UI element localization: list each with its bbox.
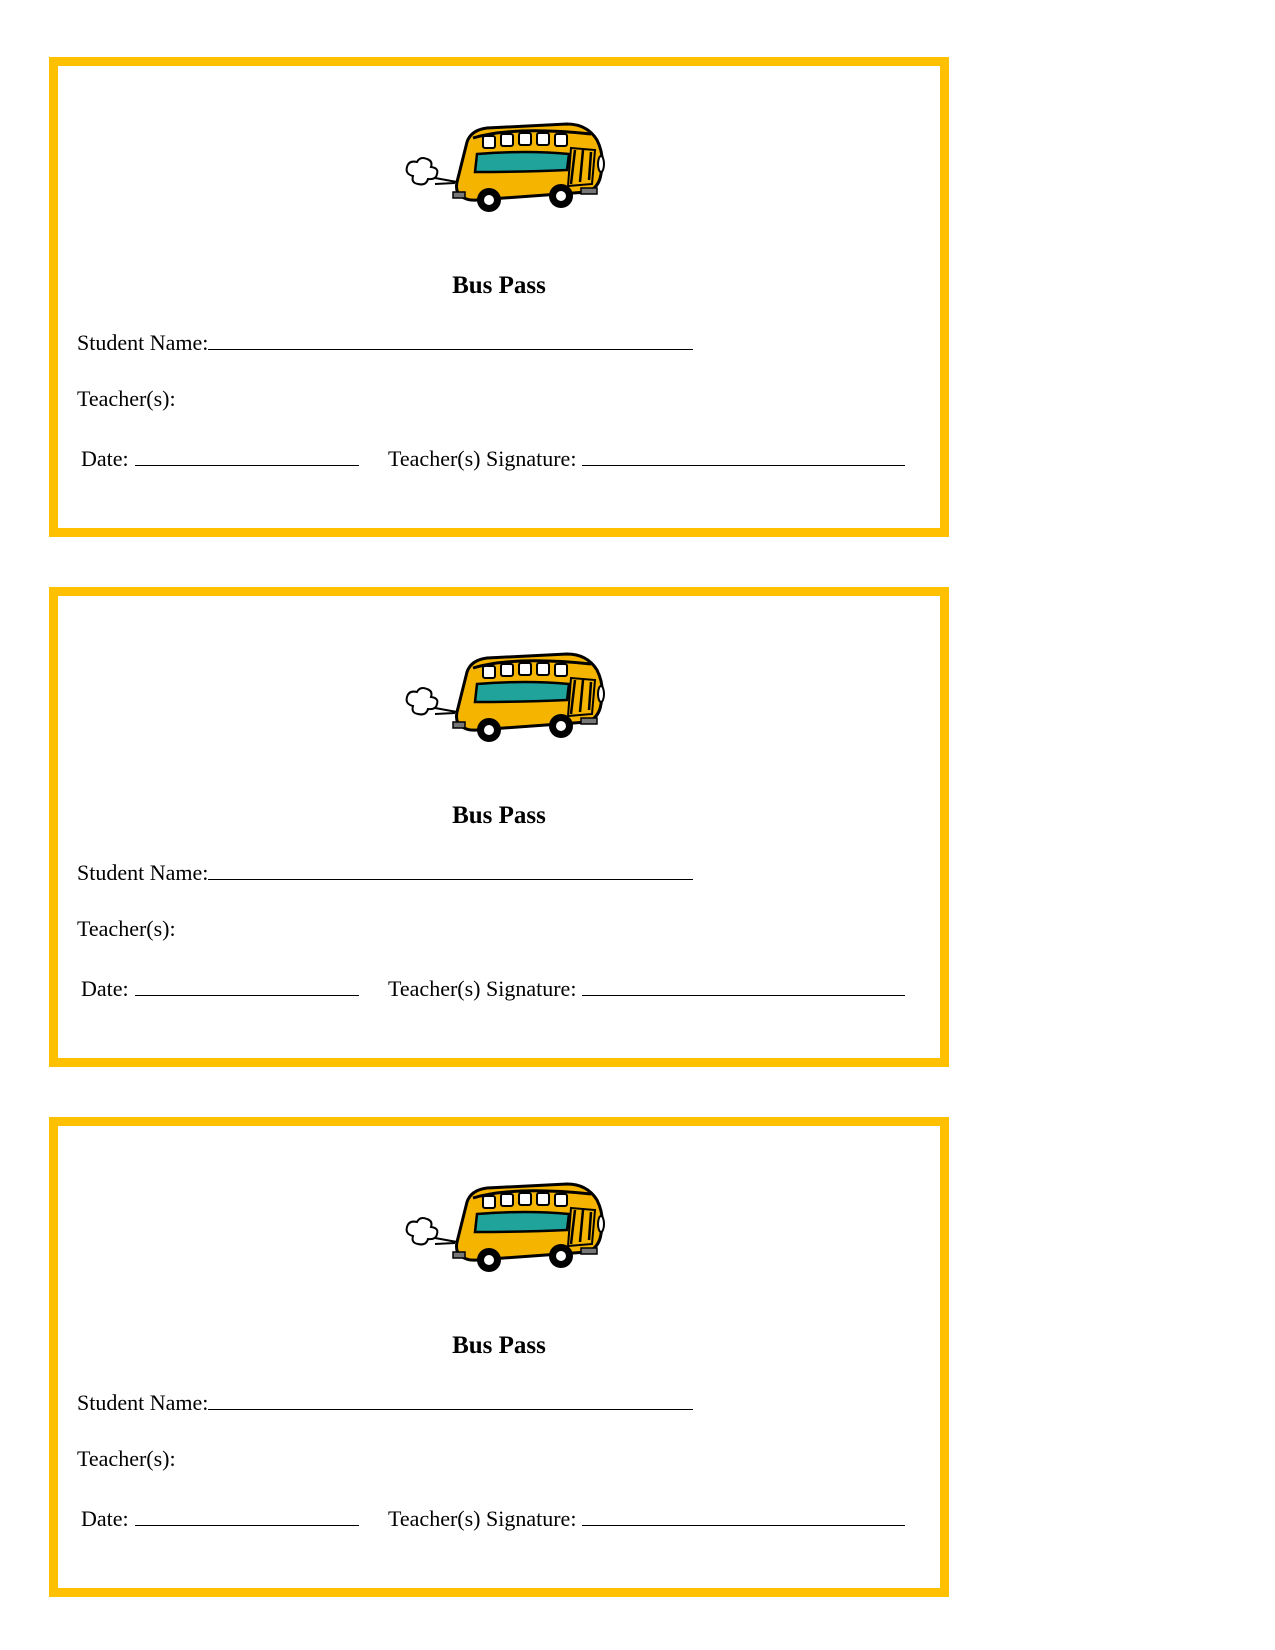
teacher-label: Teacher(s):: [77, 1446, 176, 1471]
signature-label: Teacher(s) Signature:: [388, 446, 577, 471]
student-name-label: Student Name:: [77, 330, 209, 355]
teacher-label: Teacher(s):: [77, 916, 176, 941]
student-name-field: [77, 860, 693, 886]
school-bus-icon: [391, 1178, 611, 1278]
student-name-field: [77, 1390, 693, 1416]
teacher-label: Teacher(s):: [77, 386, 176, 411]
student-name-line[interactable]: [208, 861, 693, 880]
signature-label: Teacher(s) Signature:: [388, 976, 577, 1001]
date-line[interactable]: [135, 977, 359, 996]
signature-line[interactable]: [582, 1507, 905, 1526]
date-field: [81, 446, 359, 472]
pass-title: Bus Pass: [452, 802, 546, 829]
signature-field: [388, 446, 905, 472]
date-field: [81, 976, 359, 1002]
date-field: [81, 1506, 359, 1532]
student-name-label: Student Name:: [77, 860, 209, 885]
signature-field: [388, 976, 905, 1002]
teacher-field: [77, 1446, 176, 1472]
date-line[interactable]: [135, 447, 359, 466]
teacher-field: [77, 916, 176, 942]
pass-title: Bus Pass: [452, 1332, 546, 1359]
date-label: Date:: [81, 1506, 129, 1531]
school-bus-icon: [391, 118, 611, 218]
student-name-line[interactable]: [208, 331, 693, 350]
date-label: Date:: [81, 976, 129, 1001]
pass-title: Bus Pass: [452, 272, 546, 299]
school-bus-icon: [391, 648, 611, 748]
signature-field: [388, 1506, 905, 1532]
date-line[interactable]: [135, 1507, 359, 1526]
student-name-line[interactable]: [208, 1391, 693, 1410]
bus-pass-card: [49, 1117, 949, 1597]
signature-line[interactable]: [582, 447, 905, 466]
student-name-label: Student Name:: [77, 1390, 209, 1415]
student-name-field: [77, 330, 693, 356]
date-label: Date:: [81, 446, 129, 471]
teacher-field: [77, 386, 176, 412]
bus-pass-card: [49, 587, 949, 1067]
bus-pass-card: [49, 57, 949, 537]
signature-line[interactable]: [582, 977, 905, 996]
signature-label: Teacher(s) Signature:: [388, 1506, 577, 1531]
